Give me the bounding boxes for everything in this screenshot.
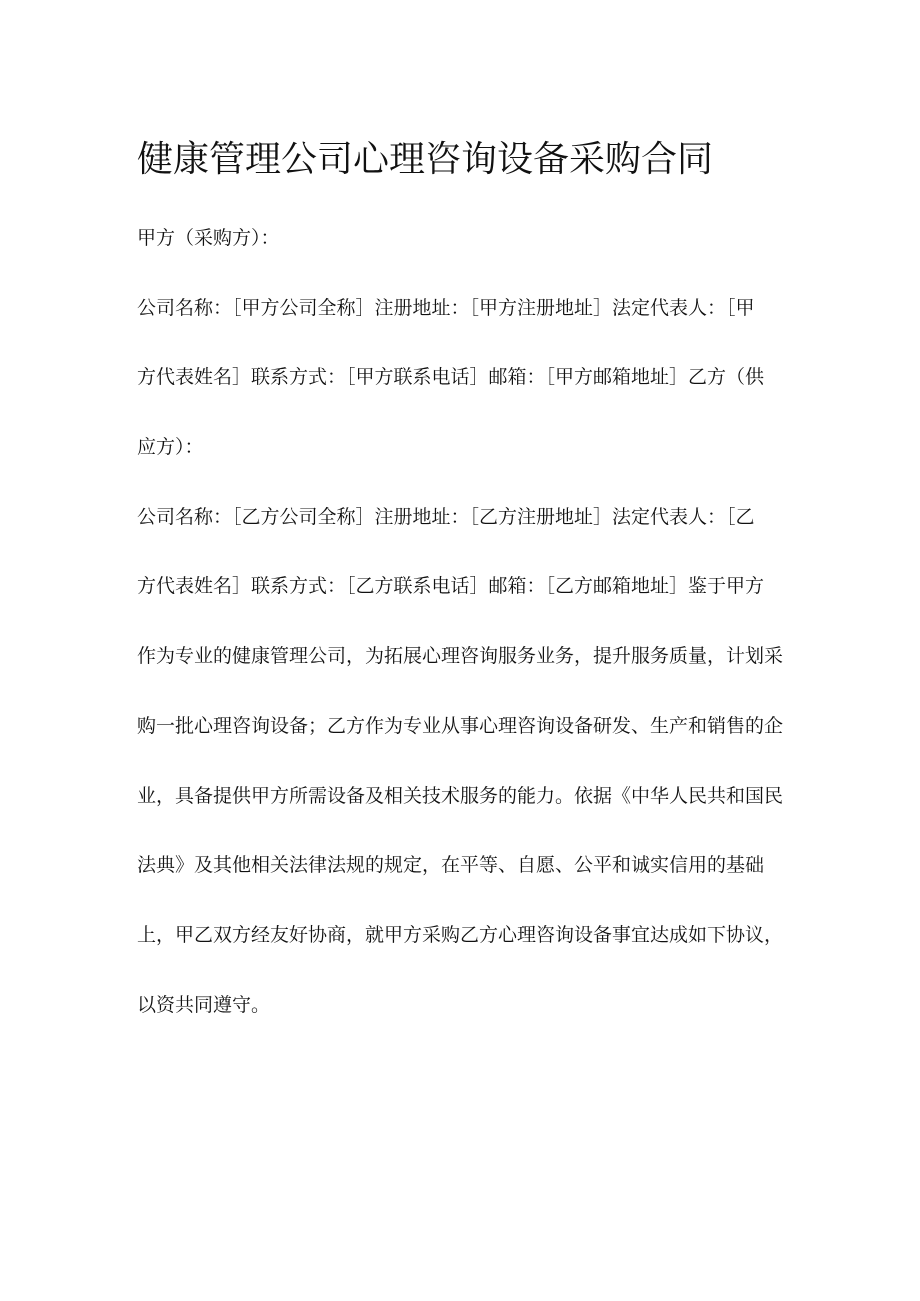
body-line: 购一批心理咨询设备；乙方作为专业从事心理咨询设备研发、生产和销售的企: [137, 715, 784, 737]
body-line: 方代表姓名］联系方式：［乙方联系电话］邮箱：［乙方邮箱地址］鉴于甲方: [137, 575, 765, 597]
body-line: 作为专业的健康管理公司，为拓展心理咨询服务业务，提升服务质量，计划采: [137, 645, 784, 667]
body-line: 应方）：: [137, 436, 204, 458]
body-line: 公司名称：［乙方公司全称］注册地址：［乙方注册地址］法定代表人：［乙: [137, 506, 755, 528]
party-a-heading: 甲方（采购方）：: [137, 227, 280, 249]
body-line: 上，甲乙双方经友好协商，就甲方采购乙方心理咨询设备事宜达成如下协议，: [137, 924, 784, 946]
body-line: 法典》及其他相关法律法规的规定，在平等、自愿、公平和诚实信用的基础: [137, 854, 765, 876]
contract-title: 健康管理公司心理咨询设备采购合同: [137, 139, 714, 180]
body-line: 公司名称：［甲方公司全称］注册地址：［甲方注册地址］法定代表人：［甲: [137, 297, 755, 319]
body-line: 方代表姓名］联系方式：［甲方联系电话］邮箱：［甲方邮箱地址］乙方（供: [137, 366, 765, 388]
body-line: 业，具备提供甲方所需设备及相关技术服务的能力。依据《中华人民共和国民: [137, 785, 784, 807]
body-line: 以资共同遵守。: [137, 994, 271, 1016]
